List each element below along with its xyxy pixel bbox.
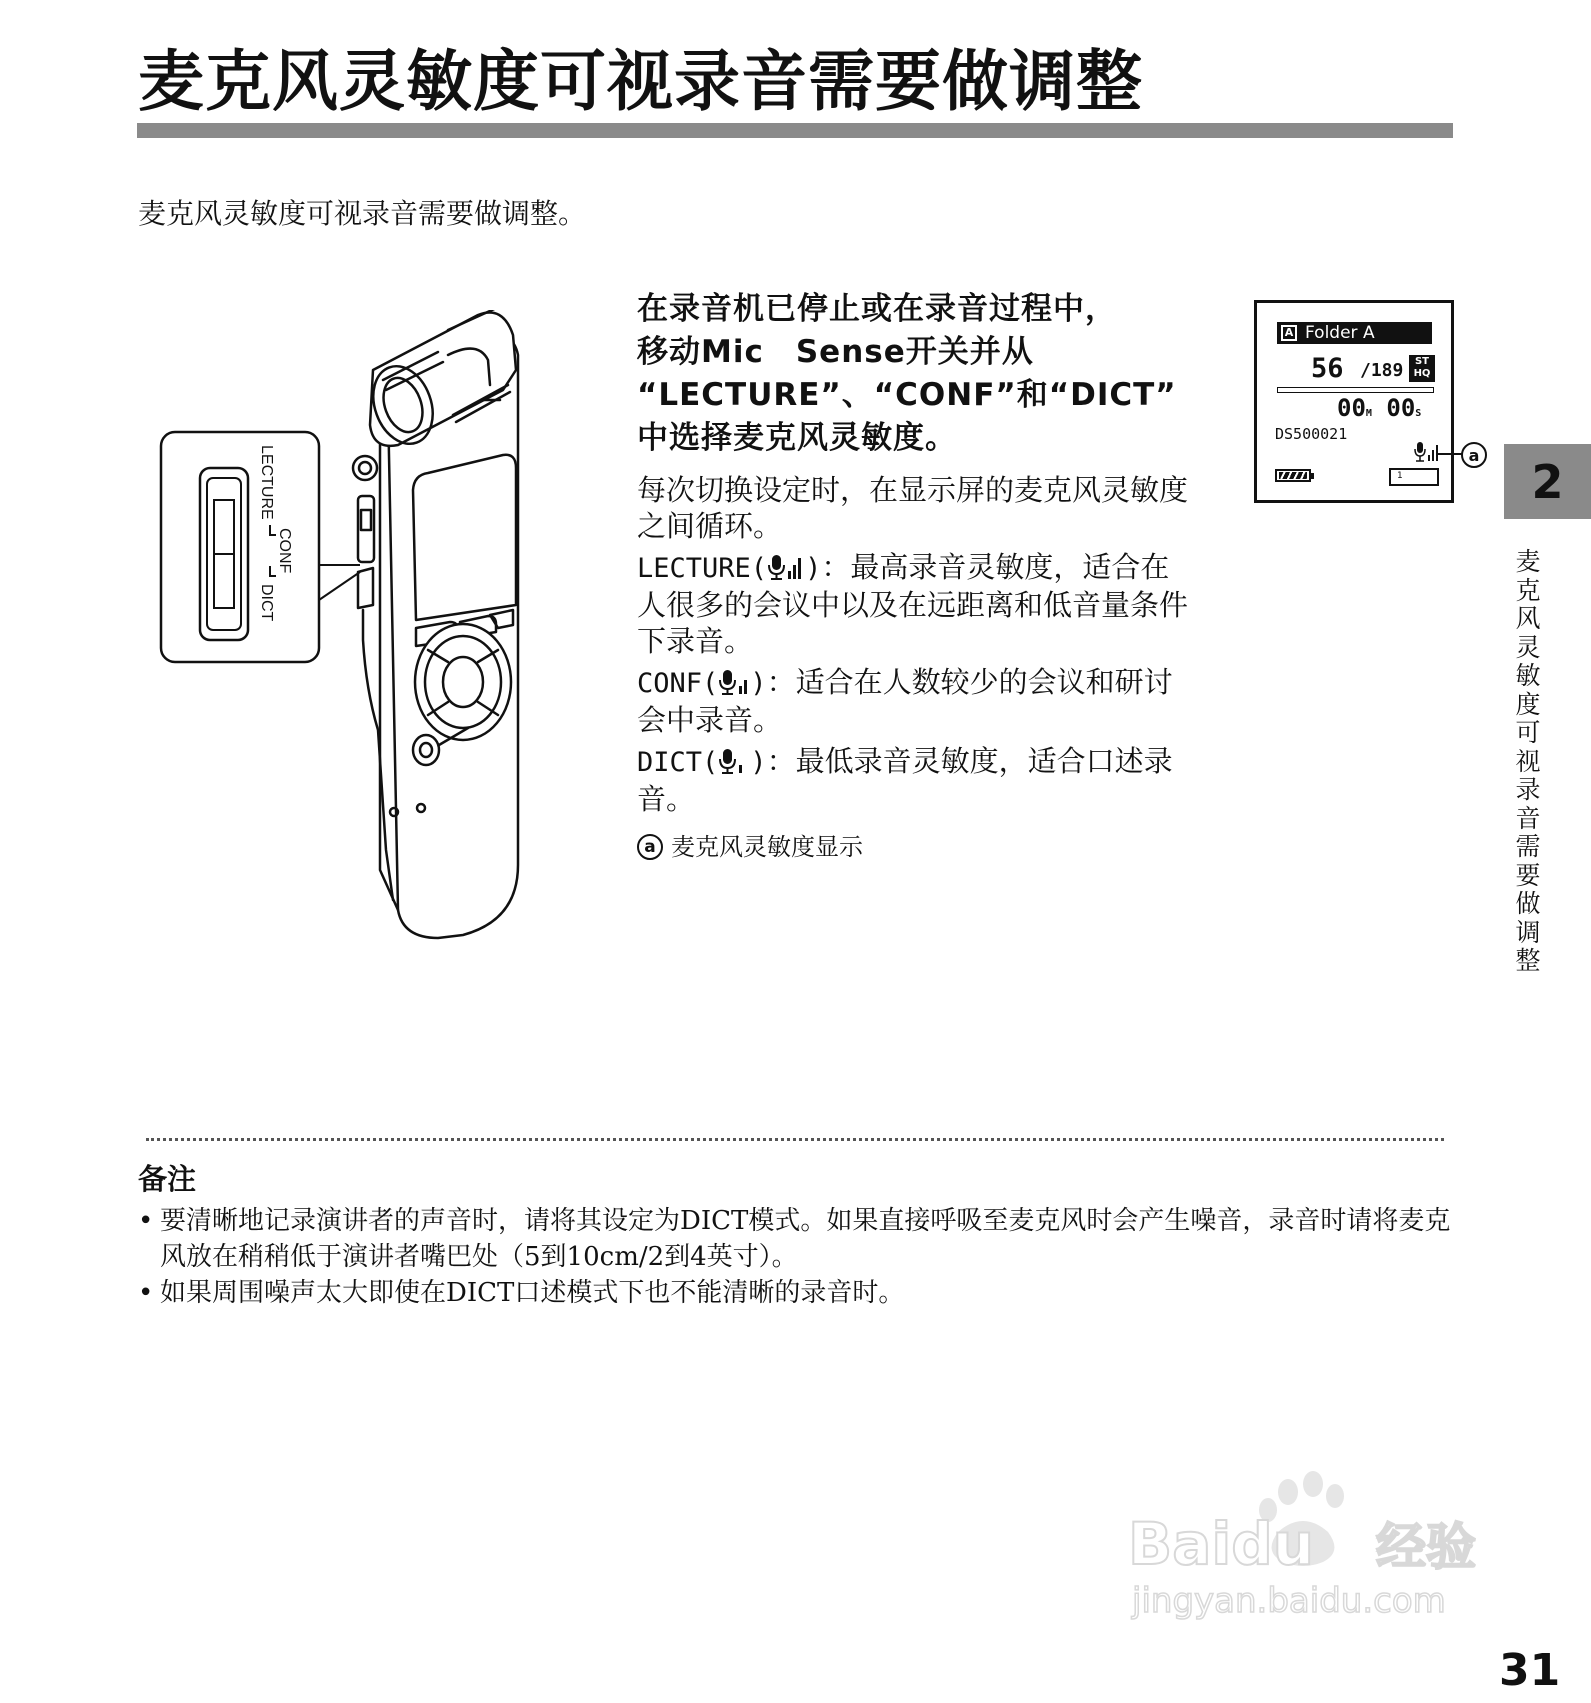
lcd-time-sec: 00 — [1386, 394, 1416, 422]
lcd-callout-line — [1437, 453, 1464, 455]
lcd-index-box: 1 — [1389, 468, 1439, 486]
mode-description-lecture: LECTURE( )：最高录音灵敏度，适合在人很多的会议中以及在远距离和低音量条件下录音。 — [637, 550, 1189, 658]
step-line: 在录音机已停止或在录音过程中， — [637, 291, 1117, 327]
step-line: 中选择麦克风灵敏度。 — [637, 420, 957, 456]
baidu-watermark — [1128, 1462, 1508, 1622]
instruction-column — [637, 288, 1197, 863]
recorder-illustration — [158, 310, 578, 940]
lcd-callout-marker: a — [1461, 442, 1487, 468]
lcd-file-current: 56 — [1311, 353, 1344, 384]
lcd-time-min-unit: M — [1365, 408, 1372, 419]
note-item: • 要清晰地记录演讲者的声音时，请将其设定为DICT模式。如果直接呼吸至麦克风时会产生噪音，录音时请将麦克风放在稍稍低于演讲者嘴巴处（5到10cm/2到4英寸）。 — [138, 1203, 1458, 1275]
switch-label-conf: CONF — [276, 528, 293, 574]
mode-name: LECTURE — [637, 553, 751, 584]
watermark-brand-cn: 经验 — [1376, 1518, 1476, 1576]
lcd-time — [1337, 395, 1421, 427]
chapter-tab: 2 — [1504, 444, 1591, 519]
lcd-file-total: /189 — [1360, 360, 1404, 381]
mode-description-dict: DICT( )：最低录音灵敏度，适合口述录音。 — [637, 744, 1173, 816]
title-underline-bar — [137, 123, 1453, 138]
chapter-side-title: 麦克风灵敏度可视录音需要做调整 — [1515, 547, 1541, 975]
callout-label: 麦克风灵敏度显示 — [671, 833, 863, 861]
mic-sensitivity-high-icon — [767, 553, 805, 581]
cycle-note: 每次切换设定时，在显示屏的麦克风灵敏度之间循环。 — [637, 473, 1189, 543]
mode-name: CONF — [637, 668, 703, 699]
step-line: “LECTURE”、“CONF”和“DICT” — [637, 377, 1177, 413]
lcd-time-min: 00 — [1337, 394, 1366, 422]
watermark-url: jingyan.baidu.com — [1132, 1581, 1446, 1621]
mic-sensitivity-medium-icon — [718, 668, 750, 696]
lcd-record-mode-icon — [1409, 355, 1435, 382]
lcd-mode-top: ST — [1414, 356, 1430, 367]
lcd-folder-bar — [1277, 322, 1432, 344]
lcd-folder-name: Folder A — [1305, 323, 1375, 343]
intro-text: 麦克风灵敏度可视录音需要做调整。 — [138, 197, 587, 230]
mic-sensitivity-low-icon — [718, 747, 750, 775]
mode-desc: ：最低录音灵敏度，适合口述录音。 — [637, 744, 1173, 816]
mode-name: DICT — [637, 747, 703, 778]
mode-desc: ：最高录音灵敏度，适合在人很多的会议中以及在远距离和低音量条件下录音。 — [637, 550, 1189, 658]
lcd-progress-bar — [1277, 387, 1434, 393]
battery-icon — [1275, 469, 1311, 482]
switch-label-dict: DICT — [258, 584, 275, 622]
notes-list — [138, 1203, 1458, 1311]
callout-marker: a — [637, 834, 663, 860]
lcd-display — [1254, 300, 1454, 503]
page-title: 麦克风灵敏度可视录音需要做调整 — [138, 43, 1143, 120]
step-instruction — [637, 288, 1197, 460]
switch-label-lecture: LECTURE — [258, 445, 275, 520]
mode-description-conf: CONF( )：适合在人数较少的会议和研讨会中录音。 — [637, 665, 1173, 737]
callout-legend — [637, 831, 1197, 863]
step-line: 移动Mic Sense开关并从 — [637, 334, 1034, 370]
lcd-time-sec-unit: S — [1415, 408, 1422, 419]
notes-divider — [146, 1138, 1444, 1141]
lcd-mic-sensitivity-icon — [1414, 441, 1440, 463]
notes-heading: 备注 — [138, 1162, 197, 1196]
folder-icon: A — [1281, 325, 1297, 341]
note-item: • 如果周围噪声太大即使在DICT口述模式下也不能清晰的录音时。 — [138, 1275, 1458, 1311]
lcd-filename: DS500021 — [1275, 425, 1348, 443]
page-number: 31 — [1499, 1645, 1561, 1696]
watermark-brand: Baidu — [1128, 1510, 1315, 1578]
mode-desc: ：适合在人数较少的会议和研讨会中录音。 — [637, 665, 1173, 737]
lcd-mode-bottom: HQ — [1413, 368, 1431, 379]
